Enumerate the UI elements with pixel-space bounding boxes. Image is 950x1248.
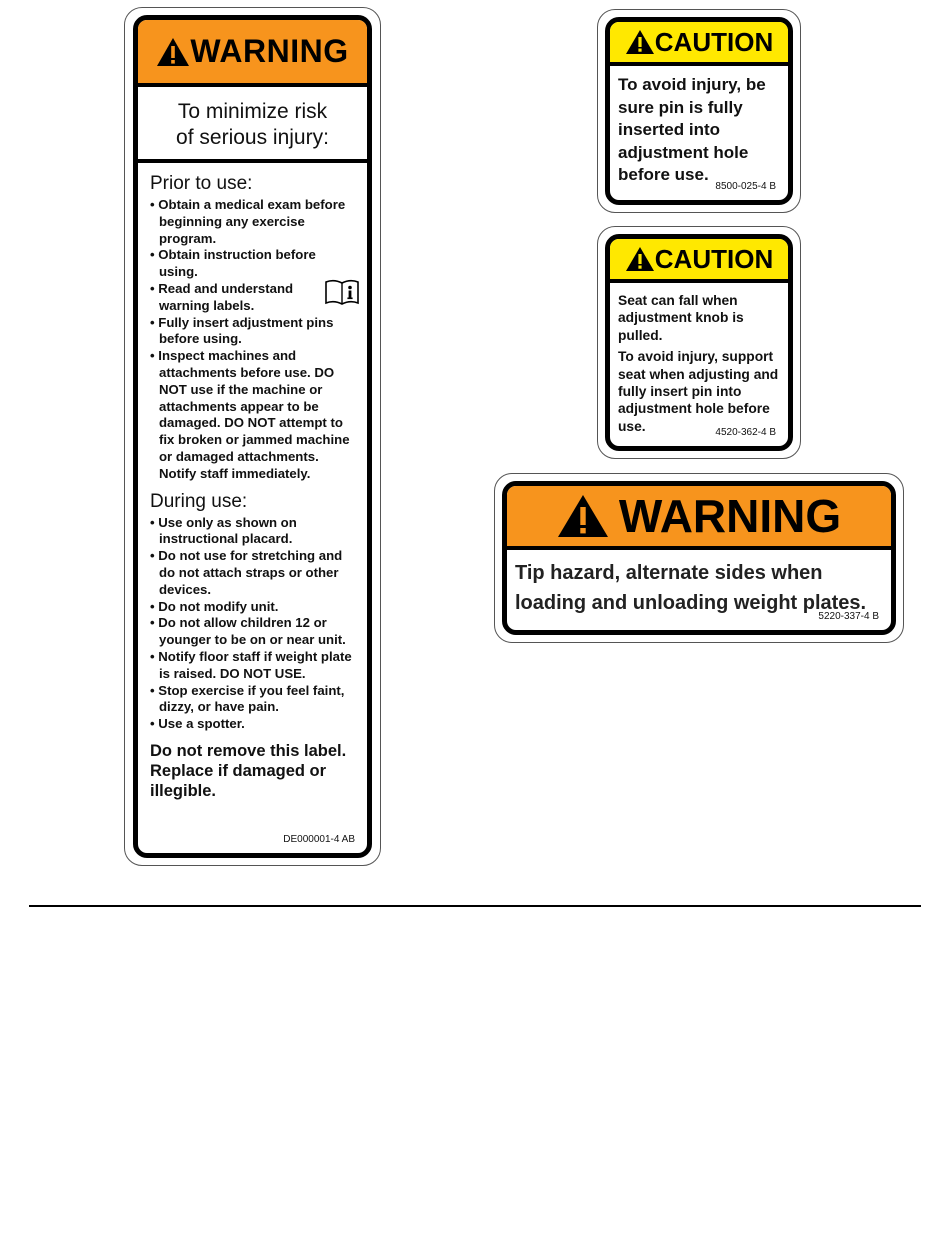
caution-header-text: CAUTION (654, 243, 774, 274)
during-use-title: During use: (150, 490, 248, 512)
caution-label-pin-frame (605, 17, 793, 205)
warning-tip-line1: Tip hazard, alternate sides when (515, 562, 823, 584)
caution-header (610, 22, 788, 66)
warning-header-text: WARNING (618, 490, 842, 542)
warning-label-tip (494, 473, 904, 643)
prior-to-use-title: Prior to use: (150, 173, 253, 194)
label-code: 8500-025-4 B (715, 181, 776, 192)
caution-seat-text1: Seat can fall when adjustment knob is pulled. (618, 293, 744, 343)
list-item: • Read and understand warning labels. (150, 281, 355, 315)
caution-pin-text: To avoid injury, be sure pin is fully inserted into adjustment hole before use. (618, 75, 766, 184)
label-code: 4520-362-4 B (715, 427, 776, 438)
list-item: • Obtain a medical exam before beginning any exercise program. (150, 197, 355, 247)
list-item: • Obtain instruction before using. (150, 247, 355, 281)
prior-to-use-list (150, 197, 355, 483)
warning-body (138, 163, 367, 801)
warning-subtitle-line2: of serious injury: (176, 126, 329, 149)
warning-header (138, 20, 367, 87)
list-item: • Do not modify unit. (150, 599, 355, 616)
list-item: • Do not use for stretching and do not attach straps or other devices. (150, 548, 355, 598)
list-item: • Use only as shown on instructional placard. (150, 515, 355, 549)
list-item: • Fully insert adjustment pins before using. (150, 315, 355, 349)
warning-triangle-icon (625, 246, 655, 272)
warning-triangle-icon (156, 37, 190, 67)
warning-label-main-frame (133, 15, 372, 858)
caution-header-text: CAUTION (654, 26, 774, 57)
caution-seat-text2: To avoid injury, support seat when adjusting and fully insert pin into adjustment hole before use. (618, 349, 779, 434)
warning-label-main (124, 7, 381, 866)
label-code: 5220-337-4 B (818, 611, 879, 622)
caution-header (610, 239, 788, 283)
warning-triangle-icon (557, 494, 609, 538)
warning-subtitle (138, 87, 367, 163)
label-code: DE000001-4 AB (283, 834, 355, 845)
warning-subtitle-line1: To minimize risk (177, 100, 328, 123)
caution-label-seat-frame (605, 234, 793, 451)
caution-seat-text (610, 283, 788, 435)
during-use-list (150, 515, 355, 733)
warning-tip-text (507, 550, 891, 618)
horizontal-divider (29, 905, 921, 907)
list-item: • Inspect machines and attachments before use. DO NOT use if the machine or attachments appear to be damaged. DO NOT attempt to fix broken or jammed machine or damaged attachments. Notify staff immediately. (150, 348, 355, 482)
warning-footer-note: Do not remove this label. Replace if damaged or illegible. (150, 741, 347, 800)
list-item: • Do not allow children 12 or younger to be on or near unit. (150, 615, 355, 649)
manual-book-icon (324, 278, 360, 306)
warning-label-tip-frame (502, 481, 896, 635)
list-item: • Stop exercise if you feel faint, dizzy, or have pain. (150, 683, 355, 717)
warning-header-text: WARNING (190, 33, 349, 69)
list-item: • Notify floor staff if weight plate is raised. DO NOT USE. (150, 649, 355, 683)
list-item: • Use a spotter. (150, 716, 355, 733)
caution-label-seat (597, 226, 801, 459)
caution-label-pin (597, 9, 801, 213)
warning-tip-line2: loading and unloading weight plates. (515, 592, 867, 614)
warning-header (507, 486, 891, 550)
warning-triangle-icon (625, 29, 655, 55)
